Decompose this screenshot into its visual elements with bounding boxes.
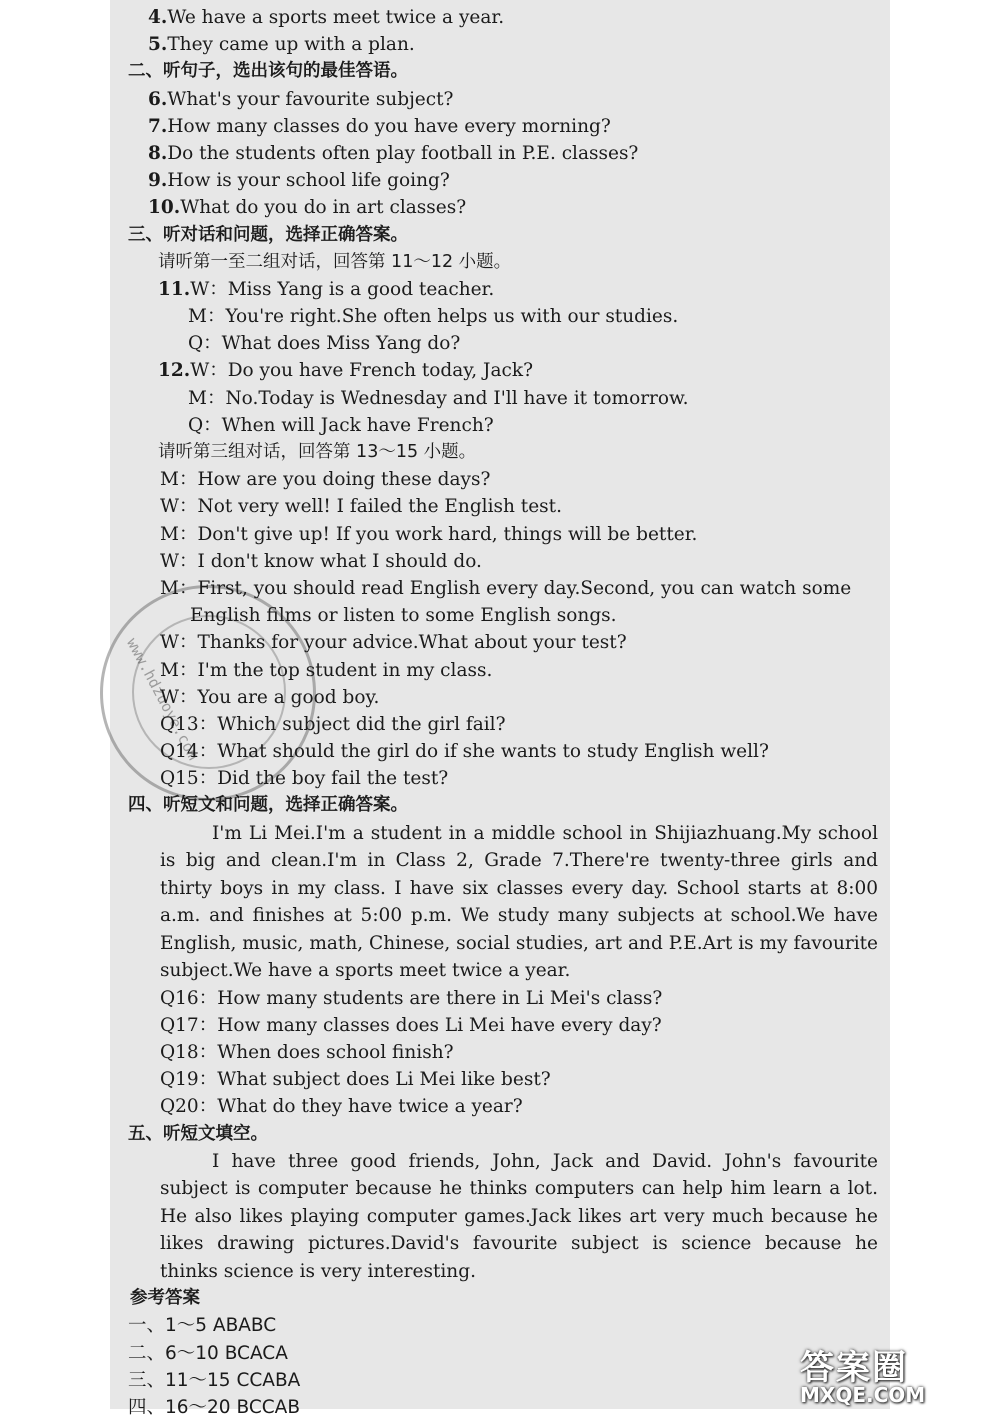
seal-stamp-text: www.hdzuoye.com <box>122 634 203 764</box>
transcript-line <box>128 629 878 656</box>
transcript-line <box>128 575 878 602</box>
line-text: Q：What does Miss Yang do? <box>188 333 461 355</box>
line-text: M：You're right.She often helps us with our studies. <box>188 306 679 328</box>
item-number: 6. <box>148 88 168 110</box>
item-number: 12. <box>158 360 191 382</box>
line-text: How many classes do you have every morning? <box>167 115 611 137</box>
answer-item: 一、1～5 ABABC <box>128 1315 277 1337</box>
transcript-line <box>128 330 878 357</box>
line-text: Q：When will Jack have French? <box>188 414 494 436</box>
line-text: 三、听对话和问题，选择正确答案。 <box>128 224 408 245</box>
line-text: W：You are a good boy. <box>160 686 380 708</box>
passage-section-4: I'm Li Mei.I'm a student in a middle school in Shijiazhuang.My school is big and clean.I'm in Class 2, Grade 7.There're twenty-three girls and thirty boys in my class. I have six classes every day. School starts at 8:00 a.m. and finishes at 5:00 p.m. We study many subjects at school.We have English, music, math, Chinese, social studies, art and P.E.Art is my favourite subject.We have a sports meet twice a year. <box>160 822 878 982</box>
transcript-line <box>128 765 878 792</box>
item-number: 5. <box>148 34 168 56</box>
watermark-en: MXQE.COM <box>800 1383 926 1407</box>
transcript-line <box>128 357 878 384</box>
line-text: English films or listen to some English songs. <box>190 605 617 627</box>
answer-item: 三、11～15 CCABA <box>128 1369 301 1391</box>
transcript-line <box>128 303 878 330</box>
line-text: W：Thanks for your advice.What about your test? <box>160 632 627 654</box>
line-text: Q13：Which subject did the girl fail? <box>160 713 506 735</box>
line-text: W：Miss Yang is a good teacher. <box>190 278 495 300</box>
transcript-line <box>128 194 878 221</box>
question-item: Q17：How many classes does Li Mei have every day? <box>160 1014 662 1036</box>
line-text: W：Not very well! I failed the English test. <box>160 496 562 518</box>
line-text: Do the students often play football in P.E. classes? <box>167 142 639 164</box>
question-list <box>128 985 878 1121</box>
line-text: We have a sports meet twice a year. <box>167 7 505 28</box>
line-text: M：I'm the top student in my class. <box>160 659 493 681</box>
line-text: What's your favourite subject? <box>167 88 454 110</box>
answer-item: 四、16～20 BCCAB <box>128 1397 301 1418</box>
transcript-line <box>128 222 878 249</box>
line-text: W：I don't know what I should do. <box>160 550 482 572</box>
transcript-line <box>128 58 878 85</box>
line-text: How is your school life going? <box>167 170 450 192</box>
transcript-line <box>128 711 878 738</box>
transcript-line <box>128 738 878 765</box>
transcript-line <box>128 684 878 711</box>
watermark-cn: 答案圈 <box>800 1348 908 1388</box>
transcript-line <box>128 466 878 493</box>
question-item: Q18：When does school finish? <box>160 1042 454 1063</box>
watermark-logo <box>800 1340 990 1407</box>
transcript-line <box>128 86 878 113</box>
transcript-line <box>128 657 878 684</box>
transcript-lines <box>128 4 878 820</box>
answer-key-list <box>128 1312 878 1421</box>
line-text: 四、听短文和问题，选择正确答案。 <box>128 795 408 816</box>
line-text: W：Do you have French today, Jack? <box>190 360 533 382</box>
transcript-line <box>128 4 878 31</box>
document-content <box>128 4 878 1421</box>
transcript-line <box>128 140 878 167</box>
transcript-line <box>128 31 878 58</box>
item-number: 4. <box>148 7 168 28</box>
transcript-line <box>128 521 878 548</box>
line-text: M：How are you doing these days? <box>160 469 491 491</box>
transcript-line <box>128 276 878 303</box>
question-item: Q20：What do they have twice a year? <box>160 1096 523 1118</box>
passage-section-5: I have three good friends, John, Jack and David. John's favourite subject is computer because he thinks computers can help him learn a lot. He also likes playing computer games.Jack likes art very much because he likes drawing pictures.David's favourite subject is science because he thinks science is very interesting. <box>160 1150 878 1282</box>
item-number: 7. <box>148 115 168 137</box>
answer-item: 二、6～10 BCACA <box>128 1342 288 1364</box>
line-text: 请听第一至二组对话，回答第 11～12 小题。 <box>158 251 512 272</box>
transcript-line <box>128 792 878 819</box>
transcript-line <box>128 167 878 194</box>
transcript-line <box>128 385 878 412</box>
transcript-line <box>128 548 878 575</box>
question-item: Q16：How many students are there in Li Mei's class? <box>160 987 663 1009</box>
section-5-heading: 五、听短文填空。 <box>128 1123 268 1144</box>
transcript-line <box>128 249 878 276</box>
transcript-line <box>128 439 878 466</box>
line-text: M：First, you should read English every day.Second, you can watch some <box>160 577 852 599</box>
line-text: Q14：What should the girl do if she wants to study English well? <box>160 741 769 763</box>
question-item: Q19：What subject does Li Mei like best? <box>160 1069 551 1091</box>
transcript-line <box>128 602 878 629</box>
line-text: Q15：Did the boy fail the test? <box>160 768 449 790</box>
transcript-line <box>128 412 878 439</box>
line-text: M：No.Today is Wednesday and I'll have it tomorrow. <box>188 387 689 409</box>
item-number: 10. <box>148 197 181 219</box>
answer-key-title: 参考答案 <box>130 1288 200 1309</box>
line-text: They came up with a plan. <box>167 34 415 56</box>
line-text: M：Don't give up! If you work hard, things will be better. <box>160 523 698 545</box>
line-text: 请听第三组对话，回答第 13～15 小题。 <box>158 442 477 462</box>
line-text: 二、听句子，选出该句的最佳答语。 <box>128 61 408 82</box>
item-number: 11. <box>158 278 191 300</box>
item-number: 9. <box>148 170 168 192</box>
line-text: What do you do in art classes? <box>180 197 467 219</box>
transcript-line <box>128 493 878 520</box>
transcript-line <box>128 113 878 140</box>
item-number: 8. <box>148 142 168 164</box>
